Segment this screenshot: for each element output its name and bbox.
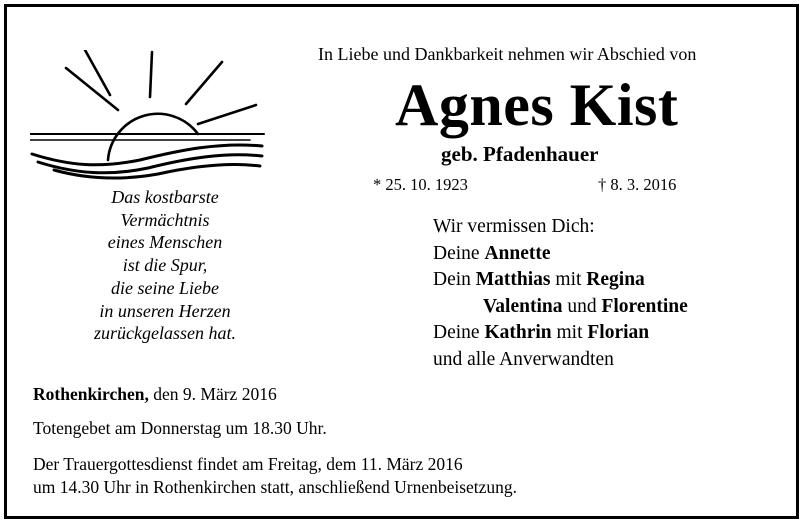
- place-name: Rothenkirchen,: [33, 384, 149, 404]
- family-connector: mit: [550, 269, 587, 290]
- prayer-info: Totengebet am Donnerstag um 18.30 Uhr.: [33, 418, 327, 438]
- service-line: Der Trauergottesdienst findet am Freitag, dem 11. März 2016: [33, 454, 463, 474]
- notice-date: den 9. März 2016: [148, 384, 277, 404]
- poem-line: Das kostbarste: [111, 187, 219, 207]
- death-date: † 8. 3. 2016: [598, 175, 677, 194]
- family-closing: und alle Anverwandten: [433, 348, 614, 370]
- family-prefix: Deine: [433, 322, 485, 343]
- poem-line: in unseren Herzen: [99, 300, 231, 321]
- birth-date: * 25. 10. 1923: [373, 175, 468, 194]
- family-line: [433, 294, 688, 321]
- family-prefix: Deine: [433, 242, 485, 264]
- family-line: [433, 241, 688, 268]
- family-connector: mit: [551, 322, 588, 343]
- service-info: [33, 453, 517, 499]
- family-prefix: Dein: [433, 269, 476, 290]
- family-line: [433, 267, 688, 294]
- family-member-name: Florentine: [601, 295, 688, 317]
- family-member-name: Annette: [484, 242, 551, 264]
- family-member-name: Florian: [587, 322, 650, 343]
- maiden-name: geb. Pfadenhauer: [441, 142, 599, 166]
- poem-line: eines Menschen: [107, 232, 223, 253]
- family-member-name: Valentina: [483, 295, 563, 317]
- service-line: um 14.30 Uhr in Rothenkirchen statt, anschließend Urnenbeisetzung.: [33, 477, 518, 497]
- deceased-name: Agnes Kist: [395, 72, 679, 138]
- family-connector: und: [562, 295, 602, 317]
- sunset-over-water-icon: [30, 50, 270, 185]
- family-member-name: Kathrin: [484, 322, 552, 343]
- poem-line: die seine Liebe: [111, 277, 219, 298]
- family-member-name: Regina: [586, 269, 645, 290]
- memorial-poem: [70, 186, 260, 345]
- intro-text: In Liebe und Dankbarkeit nehmen wir Abschied von: [318, 44, 697, 64]
- poem-line: ist die Spur,: [122, 255, 208, 276]
- poem-line: zurückgelassen hat.: [94, 323, 236, 344]
- family-member-name: Matthias: [475, 269, 551, 290]
- family-line: [433, 320, 688, 347]
- family-list: [433, 214, 688, 373]
- family-heading: Wir vermissen Dich:: [433, 216, 595, 237]
- poem-line: Vermächtnis: [120, 209, 210, 230]
- place-date-line: [33, 384, 277, 405]
